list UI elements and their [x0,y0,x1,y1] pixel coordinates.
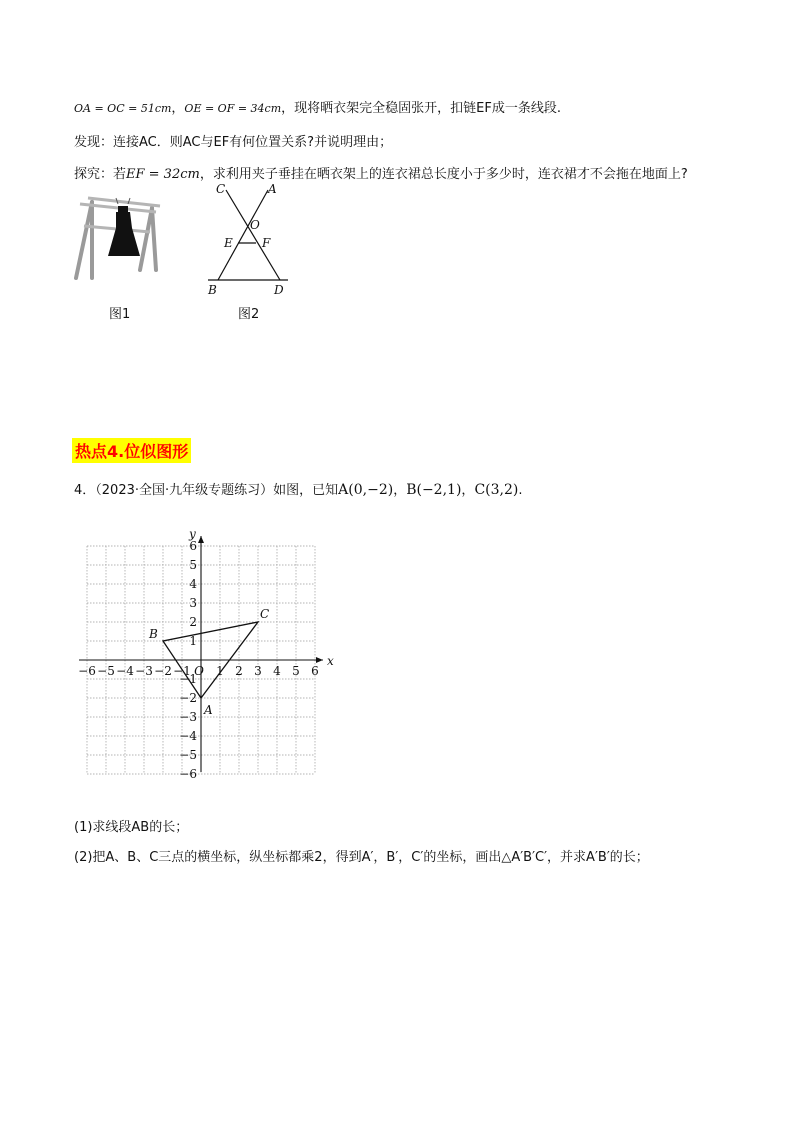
fig2-label-A: A [268,182,277,196]
x-tick-label: −2 [154,664,172,678]
given-text: ，现将晒衣架完全稳固张开，扣链EF成一条线段. [281,101,561,116]
y-tick-label: 2 [189,615,197,629]
coordinate-grid [70,522,350,780]
x-tick-label: −1 [173,664,191,678]
x-axis-arrow [316,657,323,663]
problem4-intro-text: 如图，已知 [273,483,339,498]
given-math-1: OA = OC = 51cm [74,102,172,115]
given-math-2: OE = OF = 34cm [184,102,282,115]
y-tick-label: −4 [179,729,197,743]
point-c-coord: C(3,2) [474,482,519,498]
explore-pre: 探究：若 [74,167,127,182]
discover-line: 发现：连接AC．则AC与EF有何位置关系?并说明理由； [74,135,393,150]
fig2-label-C: C [216,182,226,196]
given-sep: ， [171,101,185,116]
fig2-label-O: O [250,218,260,232]
y-axis-arrow [198,536,204,543]
x-tick-label: −6 [78,664,96,678]
question-2: (2)把A、B、C三点的横坐标，纵坐标都乘2，得到A′，B′，C′的坐标，画出△A′B′C′，并求A′B′的长； [74,850,649,865]
figure-2-caption: 图2 [238,307,260,322]
problem4-source: （2023·全国·九年级专题练习） [95,483,274,498]
fig2-label-B: B [208,283,217,297]
point-label-c: C [260,607,270,621]
point-label-a: A [204,703,213,717]
y-tick-label: 5 [189,558,197,572]
end-dot: . [518,483,523,498]
x-tick-label: 6 [311,664,319,678]
explore-line [74,163,688,182]
fig2-label-D: D [274,283,284,297]
point-a-coord: A(0,−2) [338,482,394,498]
x-tick-label: −5 [97,664,115,678]
given-line [74,97,561,116]
section-heading: 热点4.位似图形 [72,438,191,463]
y-tick-label: 3 [189,596,197,610]
x-tick-label: 5 [292,664,300,678]
x-tick-label: 4 [273,664,281,678]
figure-2-diagram [200,182,300,300]
y-tick-label: 4 [189,577,197,591]
point-b-coord: B(−2,1) [406,482,462,498]
explore-math: EF = 32cm [126,167,200,182]
fig2-label-E: E [224,236,233,250]
x-tick-label: 3 [254,664,262,678]
y-tick-label: −1 [179,672,197,686]
y-tick-label: −2 [179,691,197,705]
point-label-b: B [149,627,158,641]
problem4-intro [74,479,522,498]
y-tick-label: 1 [189,634,197,648]
sep-2: ， [461,483,475,498]
x-tick-label: 1 [216,664,224,678]
question-1: (1)求线段AB的长； [74,820,189,835]
x-axis-label: x [327,654,334,668]
x-tick-label: −4 [116,664,134,678]
y-tick-label: −5 [179,748,197,762]
problem4-number: 4． [74,483,96,498]
fig2-label-F: F [262,236,271,250]
sep-1: ， [393,483,407,498]
figure-1-caption: 图1 [109,307,131,322]
explore-post: ，求利用夹子垂挂在晒衣架上的连衣裙总长度小于多少时，连衣裙才不会拖在地面上? [199,167,688,182]
y-tick-label: −6 [179,767,197,780]
x-tick-label: O [194,664,204,678]
x-tick-label: 2 [235,664,243,678]
y-tick-label: 6 [189,539,197,553]
y-tick-label: −3 [179,710,197,724]
y-axis-label: y [189,527,196,541]
figure-1-clothes-rack [70,190,165,282]
x-tick-label: −3 [135,664,153,678]
